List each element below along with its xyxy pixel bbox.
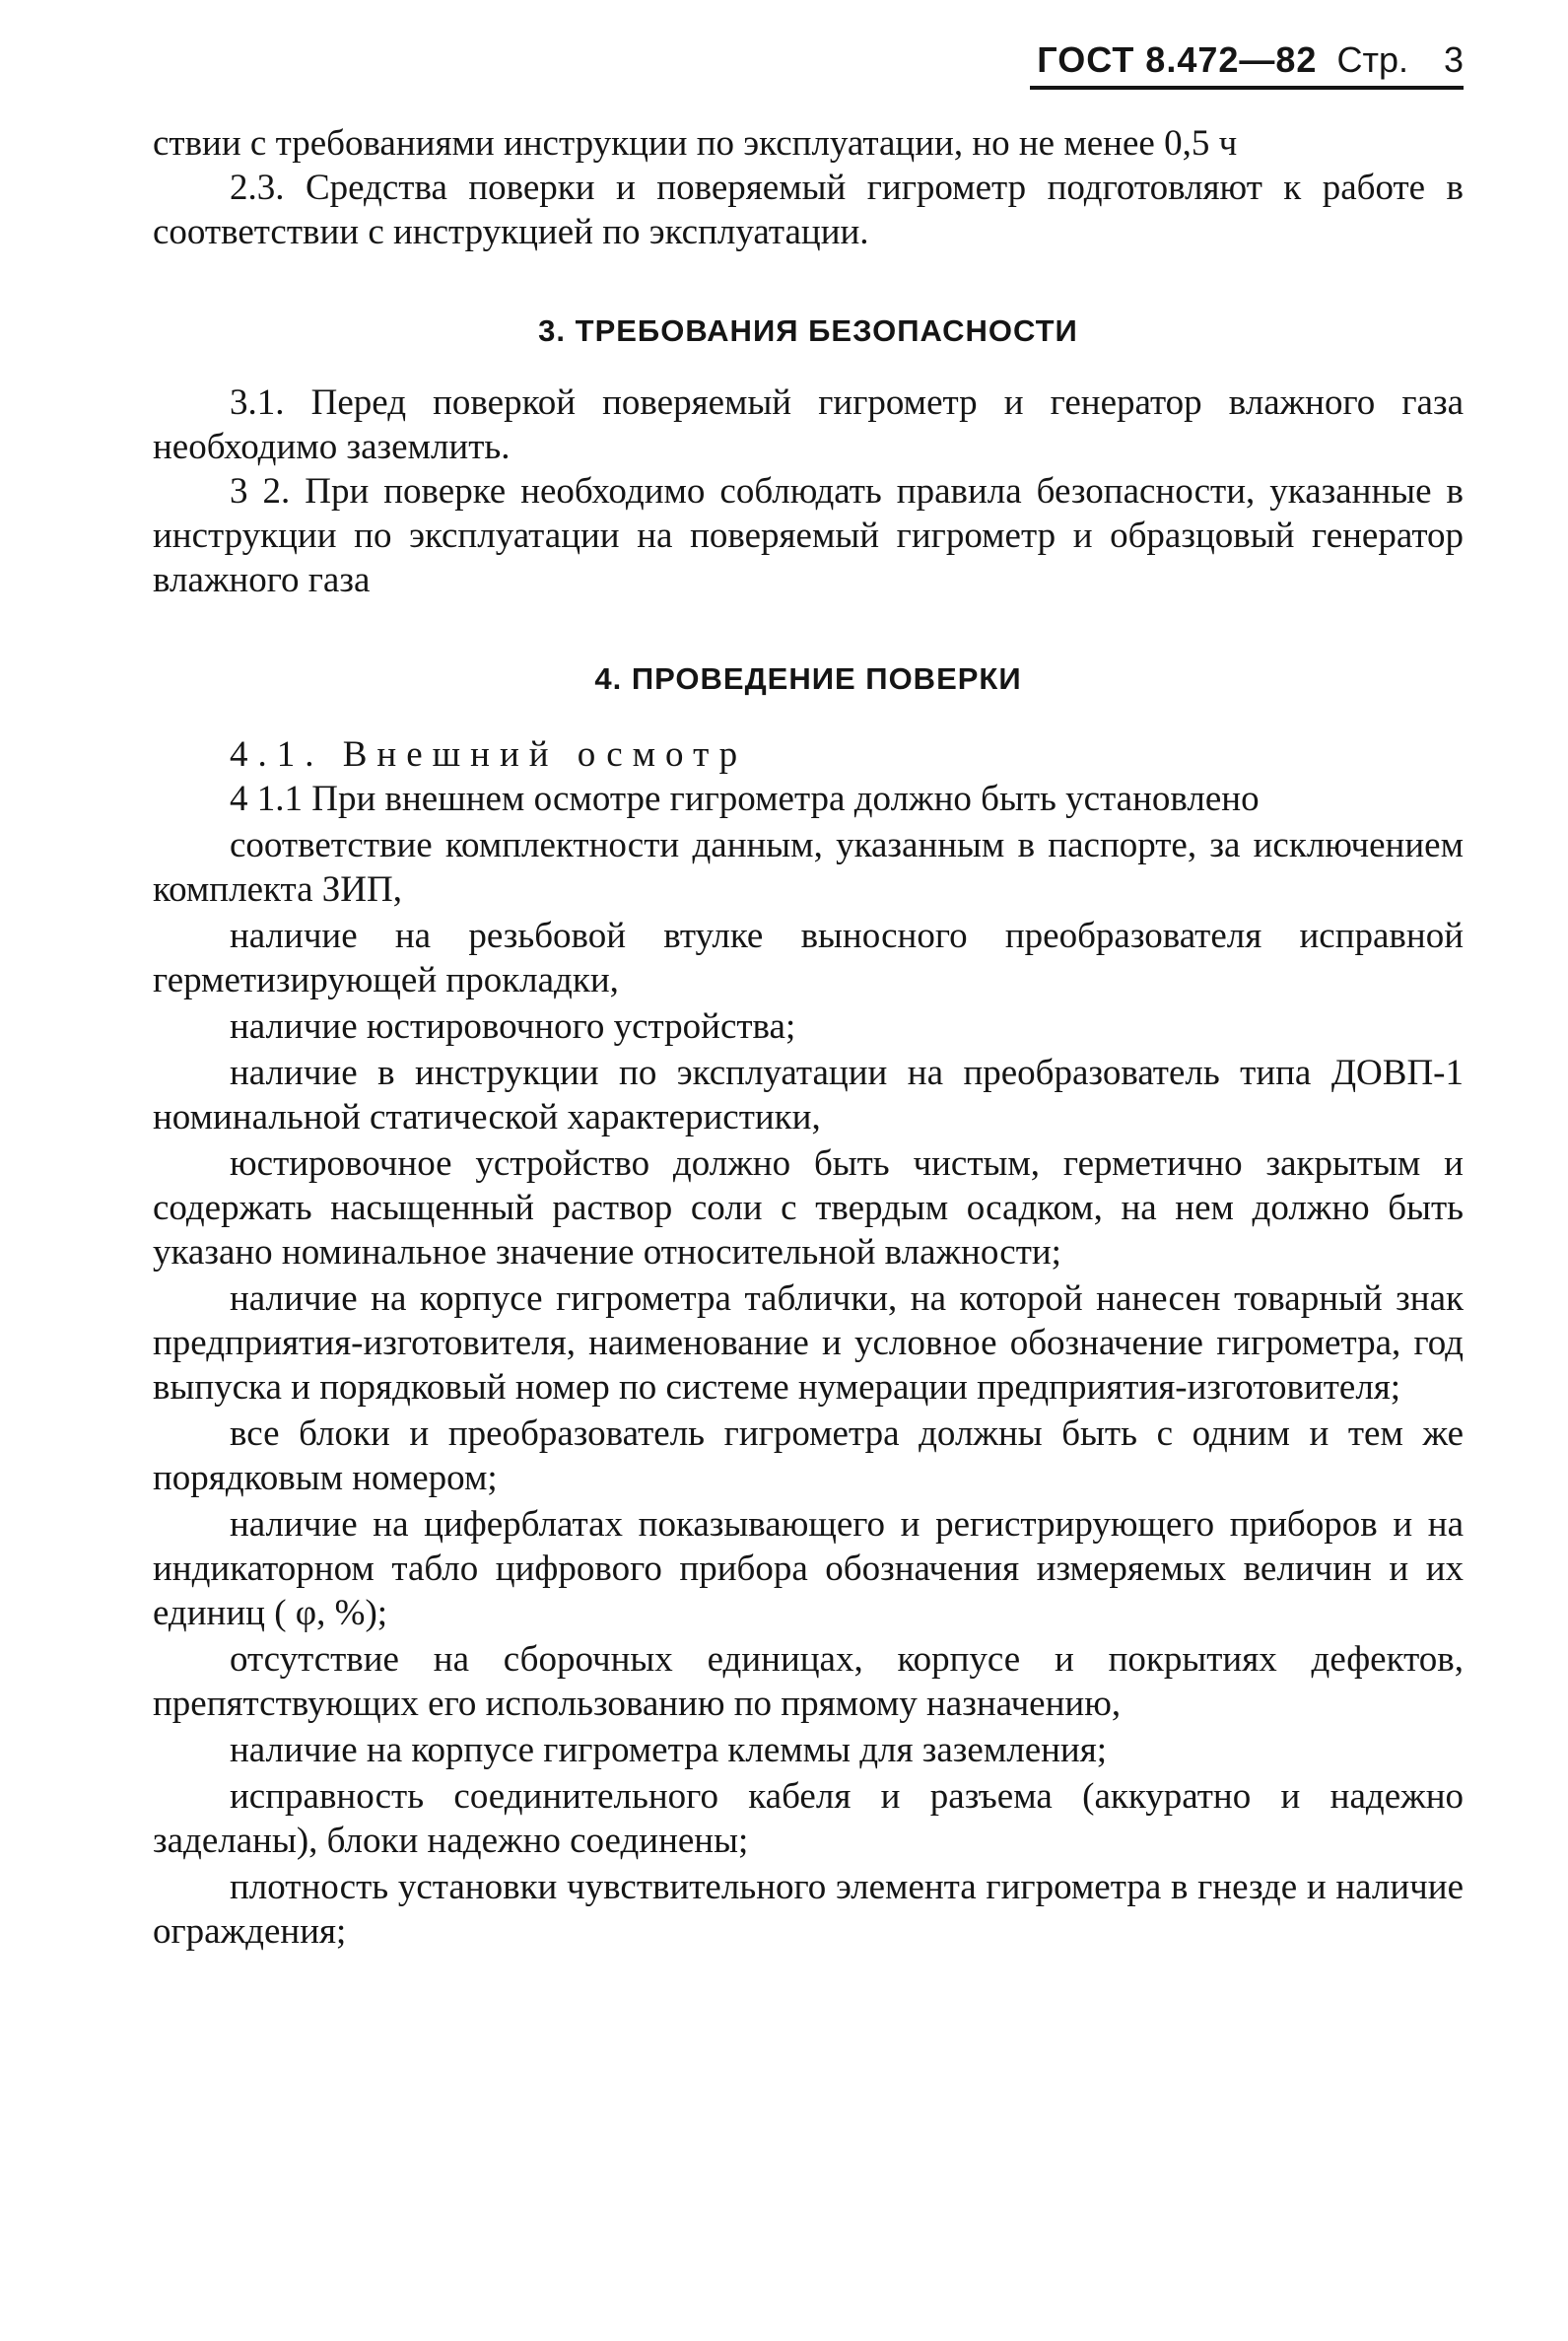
page-header: [1030, 39, 1464, 99]
subsection-4-1-title: 4.1. Внешний осмотр: [230, 734, 748, 775]
document-body: [153, 121, 1464, 1954]
header-rule: [1030, 86, 1464, 90]
list-item: соответствие комплектности данным, указанным в паспорте, за исключением комплекта ЗИП,: [153, 825, 1464, 910]
paragraph-2-3: 2.3. Средства поверки и поверяемый гигрометр подготовляют к работе в соответствии с инструкцией по эксплуатации.: [153, 168, 1464, 252]
paragraph-3-2: 3 2. При поверке необходимо соблюдать правила безопасности, указанные в инструкции по эксплуатации на поверяемый гигрометр и образцовый генератор влажного газа: [153, 471, 1464, 600]
page-label: Стр.: [1336, 39, 1408, 80]
paragraph-4-1-1: 4 1.1 При внешнем осмотре гигрометра должно быть установлено: [230, 779, 1260, 819]
list-item: плотность установки чувствительного элемента гигрометра в гнезде и наличие ограждения;: [153, 1867, 1464, 1952]
section-3-heading: 3. ТРЕБОВАНИЯ БЕЗОПАСНОСТИ: [538, 313, 1078, 348]
list-item: наличие юстировочного устройства;: [230, 1006, 796, 1047]
list-item: наличие на циферблатах показывающего и регистрирующего приборов и на индикаторном табло цифрового прибора обозначения измеряемых величин и их единиц ( φ, %);: [153, 1504, 1464, 1633]
list-item: все блоки и преобразователь гигрометра должны быть с одним и тем же порядковым номером;: [153, 1413, 1464, 1498]
list-item: наличие на корпусе гигрометра таблички, на которой нанесен товарный знак предприятия-изготовителя, наименование и условное обозначение гигрометра, год выпуска и порядковый номер по системе нумерации предприятия-изготовителя;: [153, 1278, 1464, 1408]
standard-number: ГОСТ 8.472—82: [1037, 39, 1318, 80]
section-4-heading: 4. ПРОВЕДЕНИЕ ПОВЕРКИ: [594, 661, 1022, 696]
page-number: 3: [1443, 39, 1464, 80]
list-item: наличие на корпусе гигрометра клеммы для заземления;: [230, 1730, 1108, 1770]
list-item: наличие в инструкции по эксплуатации на преобразователь типа ДОВП-1 номинальной статической характеристики,: [153, 1053, 1464, 1137]
list-item: юстировочное устройство должно быть чистым, герметично закрытым и содержать насыщенный раствор соли с твердым осадком, на нем должно быть указано номинальное значение относительной влажности;: [153, 1143, 1464, 1273]
list-item: наличие на резьбовой втулке выносного преобразователя исправной герметизирующей прокладки,: [153, 916, 1464, 1000]
paragraph-3-1: 3.1. Перед поверкой поверяемый гигрометр и генератор влажного газа необходимо заземлить.: [153, 382, 1464, 467]
list-item: исправность соединительного кабеля и разъема (аккуратно и надежно заделаны), блоки надежно соединены;: [153, 1776, 1464, 1861]
continued-paragraph: ствии с требованиями инструкции по эксплуатации, но не менее 0,5 ч: [153, 123, 1238, 164]
list-item: отсутствие на сборочных единицах, корпусе и покрытиях дефектов, препятствующих его использованию по прямому назначению,: [153, 1639, 1464, 1724]
